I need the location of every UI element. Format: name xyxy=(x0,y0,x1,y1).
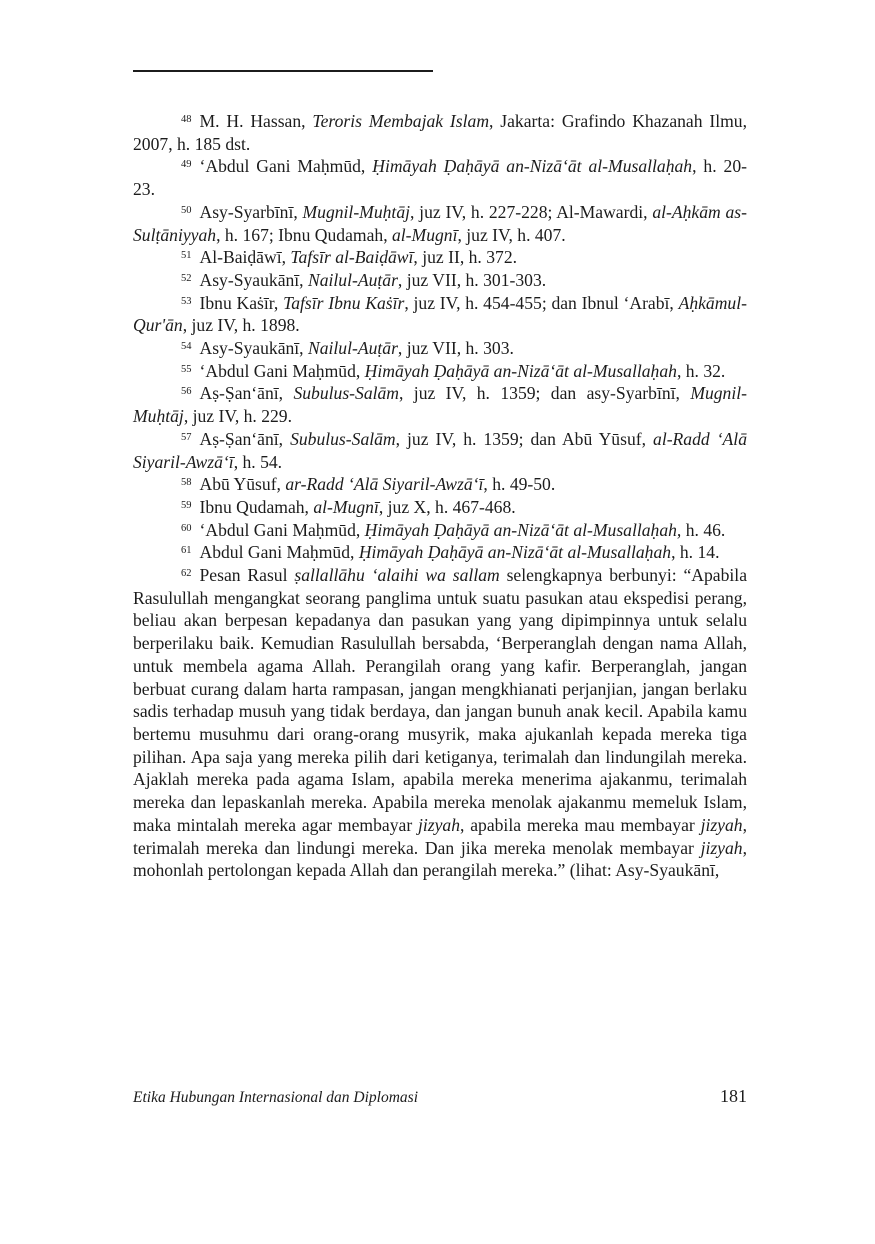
footnote-text: Aṣ-Ṣan‘ānī, xyxy=(199,383,294,404)
footnote-italic-title: Ḥimāyah Ḍaḥāyā an-Nizā‘āt al-Musallaḥah, xyxy=(364,519,682,540)
footnote-number: 53 xyxy=(181,295,192,307)
footnote-48 xyxy=(133,110,747,155)
footnote-italic-title: Teroris Membajak Islam xyxy=(312,111,490,131)
footnote-italic-title: jizyah xyxy=(700,814,743,835)
footnote-number: 51 xyxy=(181,250,192,262)
footnote-text: ‘Abdul Gani Maḥmūd, xyxy=(199,156,373,177)
footnote-italic-title: Ḥimāyah Ḍaḥāyā an-Nizā‘āt al-Musallaḥah xyxy=(372,156,693,177)
footnote-italic-title: Subulus-Salām xyxy=(293,383,400,404)
footnote-number: 57 xyxy=(181,431,192,443)
footnote-italic-title: jizyah xyxy=(700,837,743,858)
footnote-text: , juz IV, h. 454-455; dan Ibnul ‘Arabī, xyxy=(404,292,679,313)
footnote-number: 50 xyxy=(181,204,192,216)
footnote-text: , juz IV, h. 229. xyxy=(183,406,292,427)
footnote-56 xyxy=(133,382,747,427)
footnote-italic-title: Mugnil-Muḥtāj xyxy=(302,201,411,222)
footnote-text: , juz IV, h. 1359; dan asy-Syarbīnī, xyxy=(399,383,691,404)
footnote-57 xyxy=(133,428,747,473)
footnote-text: , juz IV, h. 1359; dan Abū Yūsuf, xyxy=(395,428,654,449)
footnote-text: Al-Baiḍāwī, xyxy=(199,247,291,268)
footnote-italic-title: Aḥkāmul-Qur'ān xyxy=(133,292,747,336)
footnote-text: ‘Abdul Gani Maḥmūd, xyxy=(199,519,365,540)
footnote-separator-rule xyxy=(133,70,433,72)
footnote-54 xyxy=(133,337,747,360)
footnote-text: selengkapnya berbunyi: “Apabila Rasulullah mengangkat seorang panglima untuk suatu pasukan atau ekspedisi perang, beliau akan berpesan kepadanya dan pasukan yang yang dipimpinnya untuk selalu berperilaku baik. Kemudian Rasulullah bersabda, ‘Berperanglah dengan nama Allah, untuk membela agama Allah. Perangilah orang yang kafir. Berperanglah, jangan berbuat curang dalam harta rampasan, jangan mengkhianati perjanjian, jangan berlaku sadis terhadap musuh yang tidak berdaya, dan jangan bunuh anak kecil. Apabila kamu bertemu musuhmu dari orang-orang musyrik, maka ajukanlah kepada mereka tiga pilihan. Apa saja yang mereka pilih dari ketiganya, terimalah dan lindungilah mereka. Ajaklah mereka pada agama Islam, apabila mereka menerima ajakanmu, terimalah mereka dan lepaskanlah mereka. Apabila mereka menolak ajakanmu memeluk Islam, maka mintalah mereka agar membayar xyxy=(133,565,747,835)
footnote-number: 55 xyxy=(181,363,192,375)
footnote-italic-title: Nailul-Auṭār xyxy=(307,338,398,359)
footnote-text: , h. 20-23. xyxy=(133,156,748,200)
footnote-text: Abū Yūsuf, xyxy=(199,474,286,495)
footnote-53 xyxy=(133,292,747,337)
footnote-text: , Jakarta: Grafindo Khazanah Ilmu, 2007, h. 185 dst. xyxy=(133,111,748,154)
footnote-text: , juz II, h. 372. xyxy=(413,247,518,268)
footnote-text: , juz IV, h. 227-228; Al-Mawardi, xyxy=(410,201,653,222)
running-footer-title: Etika Hubungan Internasional dan Diplomasi xyxy=(133,1089,419,1106)
footnote-italic-title: Subulus-Salām xyxy=(290,428,396,449)
footnote-58 xyxy=(133,473,747,496)
footnote-number: 60 xyxy=(181,522,192,534)
footnote-text: , juz VII, h. 303. xyxy=(397,338,514,359)
footnote-59 xyxy=(133,496,747,519)
page-number: 181 xyxy=(720,1086,747,1106)
footnote-text: , mohonlah pertolongan kepada Allah dan perangilah mereka.” (lihat: Asy-Syaukānī, xyxy=(133,837,747,881)
footnote-number: 59 xyxy=(181,499,192,511)
footnote-italic-title: al-Aḥkām as-Sulṭāniyyah xyxy=(133,201,747,245)
footnote-italic-title: ṣallallāhu ‘alaihi wa sallam xyxy=(294,565,500,586)
footnote-italic-title: ar-Radd ‘Alā Siyaril-Awzā‘ī xyxy=(285,474,484,495)
footnote-italic-title: Tafsīr al-Baiḍāwī xyxy=(290,247,414,268)
footnote-italic-title: Nailul-Auṭār xyxy=(307,269,398,290)
footnote-number: 52 xyxy=(181,272,192,284)
footnote-60 xyxy=(133,519,747,542)
footnote-text: Asy-Syarbīnī, xyxy=(199,201,303,222)
footnote-51 xyxy=(133,246,747,269)
footnote-text: Ibnu Qudamah, xyxy=(199,496,314,517)
footnote-number: 62 xyxy=(181,568,192,580)
footnote-52 xyxy=(133,269,747,292)
footnote-number: 49 xyxy=(181,159,192,171)
footnote-text: Aṣ-Ṣan‘ānī, xyxy=(199,428,291,449)
footnote-text: , apabila mereka mau membayar xyxy=(460,814,701,835)
footnotes-section xyxy=(133,110,747,882)
footnote-text: , h. 14. xyxy=(671,542,720,563)
footnote-italic-title: al-Radd ‘Alā Siyaril-Awzā‘ī xyxy=(133,428,747,472)
footnote-number: 54 xyxy=(181,341,192,353)
footnote-text: Asy-Syaukānī, xyxy=(199,338,308,359)
footnote-italic-title: Mugnil-Muḥtāj xyxy=(133,383,747,427)
footnote-text: , h. 49-50. xyxy=(483,474,556,495)
footnote-text: ‘Abdul Gani Maḥmūd, xyxy=(199,360,365,381)
footnote-number: 56 xyxy=(181,386,192,398)
footnote-text: , h. 167; Ibnu Qudamah, xyxy=(216,224,392,245)
footnote-text: M. H. Hassan, xyxy=(199,111,313,131)
footnote-text: h. 46. xyxy=(681,519,726,540)
footnote-italic-title: al-Mugnī xyxy=(313,496,379,517)
footnote-italic-title: al-Mugnī xyxy=(392,224,458,245)
footnote-text: , juz X, h. 467-468. xyxy=(378,496,516,517)
footnote-italic-title: jizyah xyxy=(417,814,461,835)
footnote-text: Ibnu Kaṡīr, xyxy=(199,292,284,313)
footnote-62 xyxy=(133,564,747,882)
footnote-number: 48 xyxy=(181,114,192,125)
footnote-text: , terimalah mereka dan lindungi mereka. Dan jika mereka menolak membayar xyxy=(133,814,747,858)
footnote-50 xyxy=(133,201,747,246)
footnote-number: 58 xyxy=(181,477,192,489)
footnote-text: Abdul Gani Maḥmūd, xyxy=(199,542,359,563)
footnote-text: Asy-Syaukānī, xyxy=(199,269,308,290)
footnote-italic-title: Ḥimāyah Ḍaḥāyā an-Nizā‘āt al-Musallaḥah xyxy=(358,542,672,563)
footnote-text: , h. 32. xyxy=(676,360,726,381)
footnote-text: , juz VII, h. 301-303. xyxy=(397,269,547,290)
footnote-number: 61 xyxy=(181,545,192,557)
footnote-text: , juz IV, h. 407. xyxy=(457,224,566,245)
footnote-text: , h. 54. xyxy=(233,451,283,472)
footnote-49 xyxy=(133,155,747,200)
footnote-text: , juz IV, h. 1898. xyxy=(182,315,300,336)
footnote-text: Pesan Rasul xyxy=(199,565,295,586)
footnote-55 xyxy=(133,360,747,383)
footnote-italic-title: Tafsīr Ibnu Kaṡīr xyxy=(283,292,405,313)
footnote-italic-title: Ḥimāyah Ḍaḥāyā an-Nizā‘āt al-Musallaḥah xyxy=(364,360,677,381)
footnote-61 xyxy=(133,541,747,564)
